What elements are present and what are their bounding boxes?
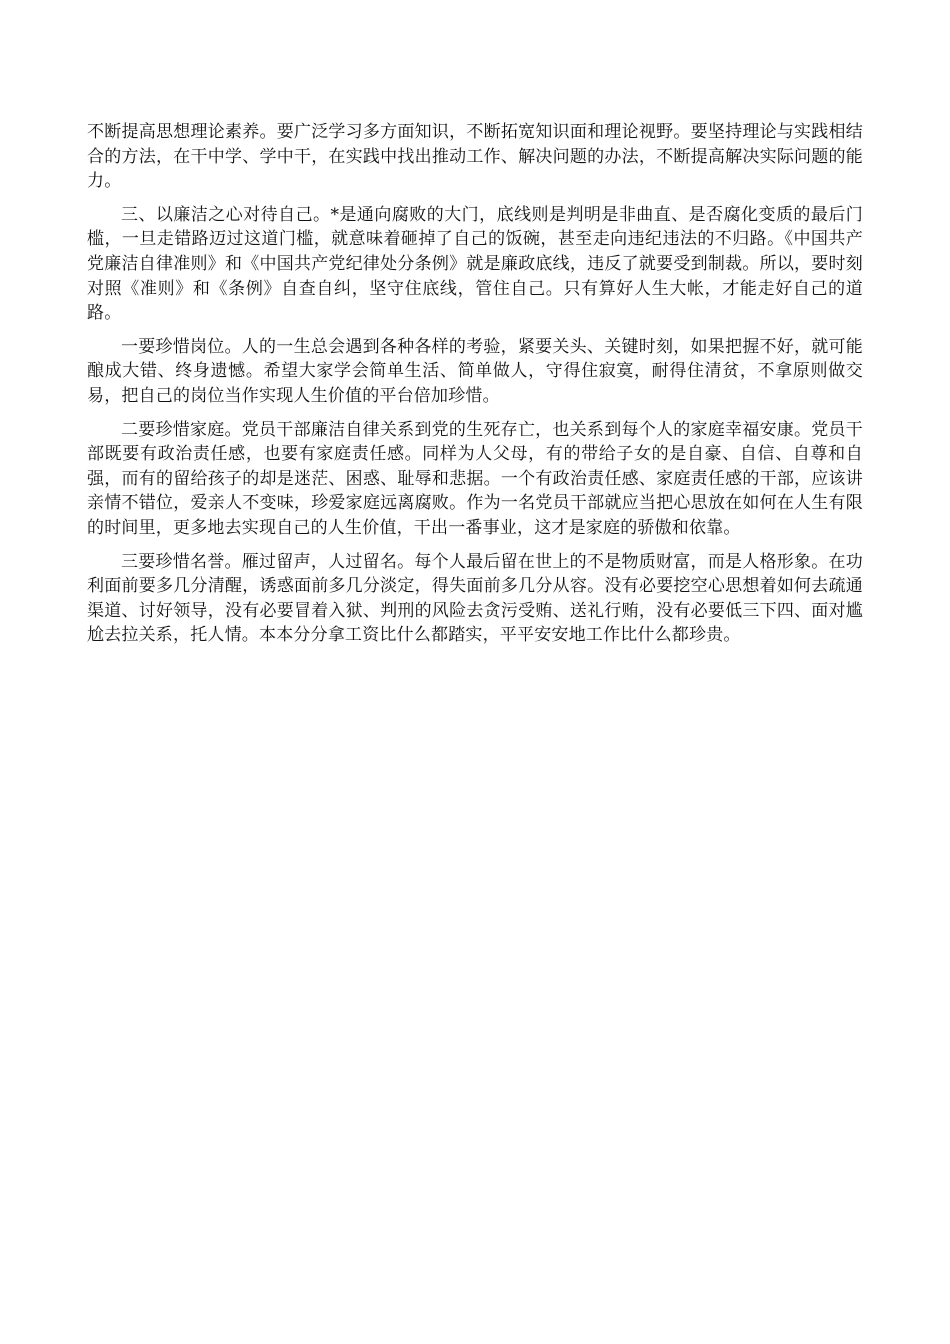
document-body (87, 120, 863, 657)
paragraph-cherish-position: 一要珍惜岗位。人的一生总会遇到各种各样的考验，紧要关头、关键时刻，如果把握不好，就可能酿成大错、终身遗憾。希望大家学会简单生活、简单做人，守得住寂寞，耐得住清贫，不拿原则做交易，把自己的岗位当作实现人生价值的平台倍加珍惜。 (87, 336, 863, 406)
paragraph-cherish-family: 二要珍惜家庭。党员干部廉洁自律关系到党的生死存亡，也关系到每个人的家庭幸福安康。党员干部既要有政治责任感，也要有家庭责任感。同样为人父母，有的带给子女的是自豪、自信、自尊和自强，而有的留给孩子的却是迷茫、困惑、耻辱和悲据。一个有政治责任感、家庭责任感的干部，应该讲亲情不错位，爱亲人不变味，珍爱家庭远离腐败。作为一名党员干部就应当把心思放在如何在人生有限的时间里，更多地去实现自己的人生价值，干出一番事业，这才是家庭的骄傲和依靠。 (87, 419, 863, 538)
paragraph-continuation: 不断提高思想理论素养。要广泛学习多方面知识，不断拓宽知识面和理论视野。要坚持理论与实践相结合的方法，在干中学、学中干，在实践中找出推动工作、解决问题的办法，不断提高解决实际问题的能力。 (87, 122, 863, 192)
paragraph-section-three: 三、以廉洁之心对待自己。*是通向腐败的大门，底线则是判明是非曲直、是否腐化变质的最后门槛，一旦走错路迈过这道门槛，就意味着砸掉了自己的饭碗，甚至走向违纪违法的不归路。《中国共产党廉洁自律准则》和《中国共产党纪律处分条例》就是廉政底线，违反了就要受到制裁。所以，要时刻对照《准则》和《条例》自查自纠，坚守住底线，管住自己。只有算好人生大帐，才能走好自己的道路。 (87, 204, 863, 324)
paragraph-cherish-reputation: 三要珍惜名誉。雁过留声，人过留名。每个人最后留在世上的不是物质财富，而是人格形象。在功利面前要多几分清醒，诱惑面前多几分淡定，得失面前多几分从容。没有必要挖空心思想着如何去疏通渠道、讨好领导，没有必要冒着入狱、判刑的风险去贪污受贿、送礼行贿，没有必要低三下四、面对尴尬去拉关系，托人情。本本分分拿工资比什么都踏实，平平安安地工作比什么都珍贵。 (87, 551, 863, 646)
